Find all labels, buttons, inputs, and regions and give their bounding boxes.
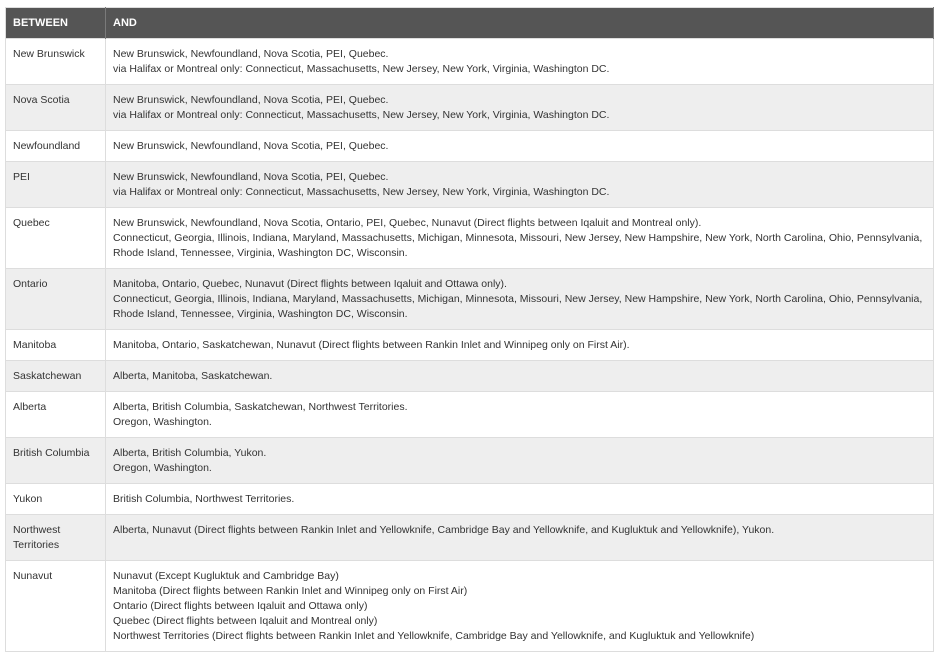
- table-row: [6, 330, 934, 361]
- table-body: [6, 39, 934, 652]
- destination-line: New Brunswick, Newfoundland, Nova Scotia, Ontario, PEI, Quebec, Nunavut (Direct flights between Iqaluit and Montreal only).: [113, 217, 702, 229]
- cell-and: [106, 208, 934, 269]
- cell-between: Yukon: [6, 484, 106, 515]
- table-row: [6, 39, 934, 85]
- cell-and: [106, 85, 934, 131]
- cell-between: PEI: [6, 162, 106, 208]
- routes-table-container: [5, 7, 933, 652]
- destination-line: Connecticut, Georgia, Illinois, Indiana, Maryland, Massachusetts, Michigan, Minnesota, Missouri, New Jersey, New Hampshire, New York, North Carolina, Ohio, Pennsylvania, Rhode Island, Tennessee, Virginia, Washington DC, Wisconsin.: [113, 293, 923, 320]
- cell-between: Alberta: [6, 392, 106, 438]
- table-header-row: [6, 8, 934, 39]
- table-row: [6, 361, 934, 392]
- destination-line: Alberta, Manitoba, Saskatchewan.: [113, 370, 273, 382]
- destination-line: New Brunswick, Newfoundland, Nova Scotia, PEI, Quebec.: [113, 171, 389, 183]
- cell-and: [106, 361, 934, 392]
- cell-and: [106, 39, 934, 85]
- cell-between: New Brunswick: [6, 39, 106, 85]
- cell-between: Nunavut: [6, 561, 106, 652]
- destination-line: New Brunswick, Newfoundland, Nova Scotia, PEI, Quebec.: [113, 48, 389, 60]
- table-row: [6, 515, 934, 561]
- routes-table: [5, 7, 934, 652]
- destination-line: via Halifax or Montreal only: Connecticut, Massachusetts, New Jersey, New York, Virginia, Washington DC.: [113, 63, 610, 75]
- cell-and: [106, 162, 934, 208]
- destination-line: Alberta, British Columbia, Yukon.: [113, 447, 267, 459]
- destination-line: Nunavut (Except Kugluktuk and Cambridge Bay): [113, 570, 339, 582]
- destination-line: Alberta, British Columbia, Saskatchewan, Northwest Territories.: [113, 401, 408, 413]
- cell-and: [106, 561, 934, 652]
- destination-line: via Halifax or Montreal only: Connecticut, Massachusetts, New Jersey, New York, Virginia, Washington DC.: [113, 186, 610, 198]
- cell-between: Newfoundland: [6, 131, 106, 162]
- destination-line: Ontario (Direct flights between Iqaluit and Ottawa only): [113, 600, 368, 612]
- destination-line: New Brunswick, Newfoundland, Nova Scotia, PEI, Quebec.: [113, 140, 389, 152]
- table-row: [6, 208, 934, 269]
- destination-line: British Columbia, Northwest Territories.: [113, 493, 295, 505]
- destination-line: Oregon, Washington.: [113, 416, 212, 428]
- destination-line: Connecticut, Georgia, Illinois, Indiana, Maryland, Massachusetts, Michigan, Minnesota, Missouri, New Jersey, New Hampshire, New York, North Carolina, Ohio, Pennsylvania, Rhode Island, Tennessee, Virginia, Washington DC, Wisconsin.: [113, 232, 923, 259]
- cell-and: [106, 438, 934, 484]
- cell-and: [106, 269, 934, 330]
- column-header-between: BETWEEN: [6, 8, 106, 39]
- destination-line: via Halifax or Montreal only: Connecticut, Massachusetts, New Jersey, New York, Virginia, Washington DC.: [113, 109, 610, 121]
- destination-line: New Brunswick, Newfoundland, Nova Scotia, PEI, Quebec.: [113, 94, 389, 106]
- destination-line: Alberta, Nunavut (Direct flights between Rankin Inlet and Yellowknife, Cambridge Bay and Yellowknife, and Kugluktuk and Yellowknife), Yukon.: [113, 524, 775, 536]
- table-row: [6, 269, 934, 330]
- destination-line: Oregon, Washington.: [113, 462, 212, 474]
- destination-line: Northwest Territories (Direct flights between Rankin Inlet and Yellowknife, Cambridge Bay and Yellowknife, and Kugluktuk and Yellowknife): [113, 630, 755, 642]
- destination-line: Quebec (Direct flights between Iqaluit and Montreal only): [113, 615, 378, 627]
- cell-and: [106, 330, 934, 361]
- destination-line: Manitoba, Ontario, Quebec, Nunavut (Direct flights between Iqaluit and Ottawa only).: [113, 278, 507, 290]
- cell-between: Nova Scotia: [6, 85, 106, 131]
- cell-between: British Columbia: [6, 438, 106, 484]
- table-row: [6, 131, 934, 162]
- cell-between: Northwest Territories: [6, 515, 106, 561]
- cell-and: [106, 131, 934, 162]
- cell-and: [106, 484, 934, 515]
- table-row: [6, 561, 934, 652]
- column-header-and: AND: [106, 8, 934, 39]
- cell-and: [106, 515, 934, 561]
- destination-line: Manitoba (Direct flights between Rankin Inlet and Winnipeg only on First Air): [113, 585, 468, 597]
- cell-between: Quebec: [6, 208, 106, 269]
- destination-line: Manitoba, Ontario, Saskatchewan, Nunavut (Direct flights between Rankin Inlet and Winnipeg only on First Air).: [113, 339, 630, 351]
- cell-between: Manitoba: [6, 330, 106, 361]
- table-row: [6, 484, 934, 515]
- table-row: [6, 392, 934, 438]
- cell-between: Saskatchewan: [6, 361, 106, 392]
- cell-between: Ontario: [6, 269, 106, 330]
- cell-and: [106, 392, 934, 438]
- table-row: [6, 162, 934, 208]
- table-row: [6, 85, 934, 131]
- table-row: [6, 438, 934, 484]
